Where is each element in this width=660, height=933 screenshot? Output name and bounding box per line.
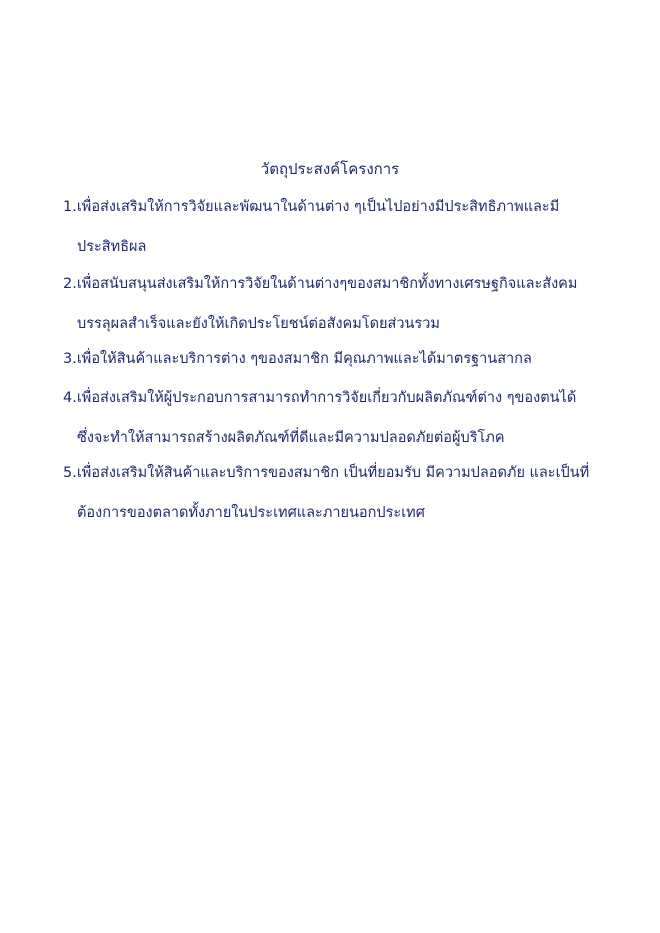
objective-4-line-2: ซึ่งจะทำให้สามารถสร้างผลิตภัณฑ์ที่ดีและมีความปลอดภัยต่อผู้บริโภค	[77, 430, 505, 446]
objective-5-line-1: 5.เพื่อส่งเสริมให้สินค้าและบริการของสมาชิก เป็นที่ยอมรับ มีความปลอดภัย และเป็นที่	[63, 465, 590, 481]
objective-4-line-1: 4.เพื่อส่งเสริมให้ผู้ประกอบการสามารถทำการวิจัยเกี่ยวกับผลิตภัณฑ์ต่าง ๆของตนได้	[63, 390, 577, 406]
objective-item-3	[63, 349, 643, 369]
document-title: วัตถุประสงค์โครงการ	[260, 160, 400, 178]
objective-3-line-1: 3.เพื่อให้สินค้าและบริการต่าง ๆของสมาชิก มีคุณภาพและได้มาตรฐานสากล	[63, 351, 532, 367]
objective-5-line-2: ต้องการของตลาดทั้งภายในประเทศและภายนอกประเทศ	[77, 505, 425, 521]
objective-1-line-1: 1.เพื่อส่งเสริมให้การวิจัยและพัฒนาในด้านต่าง ๆเป็นไปอย่างมีประสิทธิภาพและมี	[63, 199, 560, 215]
objective-2-line-1: 2.เพื่อสนับสนุนส่งเสริมให้การวิจัยในด้านต่างๆของสมาชิกทั้งทางเศรษฐกิจและสังคม	[63, 276, 578, 292]
objective-item-2	[63, 274, 643, 334]
objective-item-4	[63, 388, 643, 448]
objective-item-5	[63, 463, 643, 523]
objective-item-1	[63, 197, 643, 257]
objective-1-line-2: ประสิทธิผล	[77, 239, 147, 255]
objective-2-line-2: บรรลุผลสำเร็จและยังให้เกิดประโยชน์ต่อสังคมโดยส่วนรวม	[77, 316, 440, 332]
